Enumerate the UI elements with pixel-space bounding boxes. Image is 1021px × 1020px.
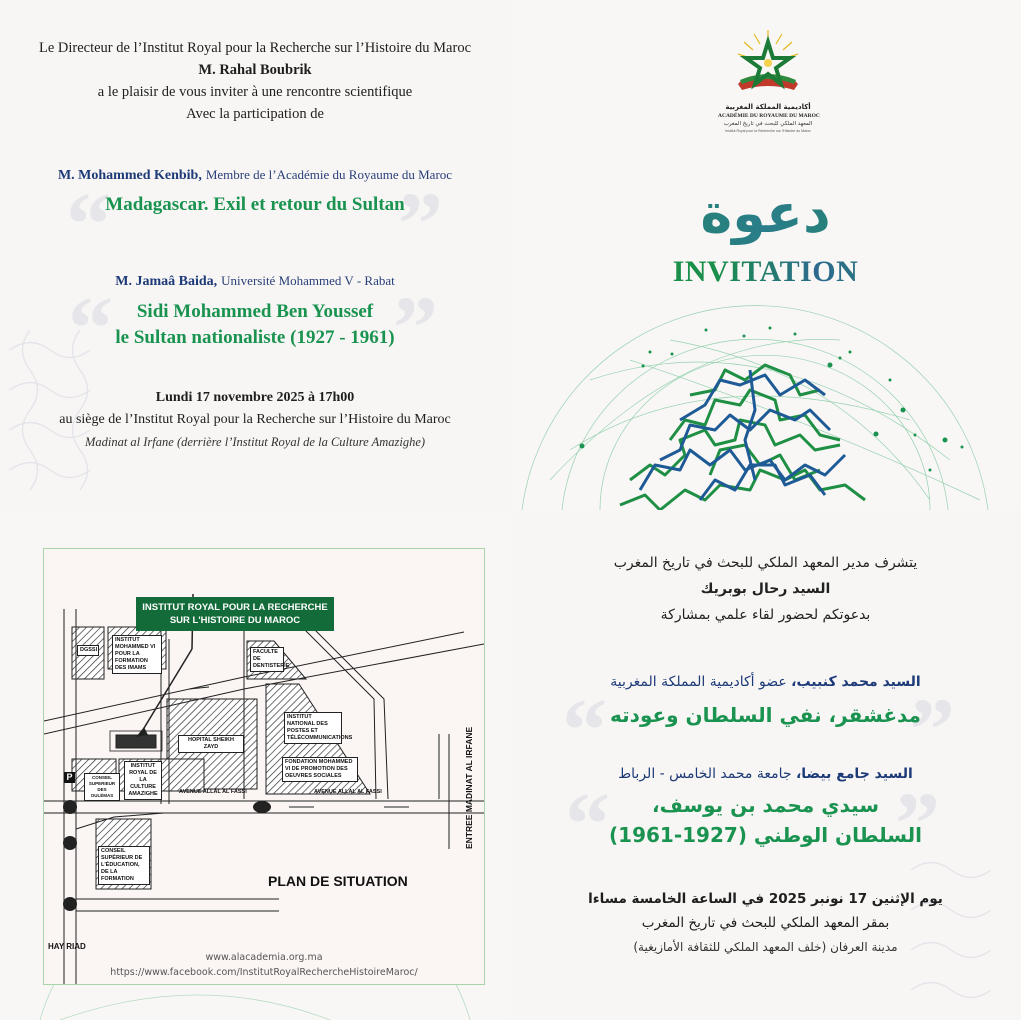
ar-intro-line: يتشرف مدير المعهد الملكي للبحث في تاريخ المغرب <box>613 555 918 571</box>
invite-line: a le plaisir de vous inviter à une rencontre scientifique <box>97 84 413 100</box>
map-label-hopital: HOPITAL SHEIKH ZAYD <box>178 735 244 753</box>
location-map[interactable] <box>43 548 485 985</box>
website-link[interactable]: www.alacademia.org.ma <box>205 952 323 963</box>
close-quote-icon: ” <box>393 279 438 378</box>
invitation-title: INVITATION <box>510 255 1021 289</box>
ar-speaker-2-affiliation: جامعة محمد الخامس - الرباط <box>618 766 792 782</box>
ar-talk-2-title-line-1: سيدي محمد بن يوسف، <box>651 793 879 817</box>
ar-invite-line: بدعوتكم لحضور لقاء علمي بمشاركة <box>660 607 871 623</box>
event-venue: au siège de l’Institut Royal pour la Recherche sur l’Histoire du Maroc <box>59 412 451 427</box>
speaker-2-affiliation: Université Mohammed V - Rabat <box>221 273 395 288</box>
participation-line: Avec la participation de <box>186 106 324 122</box>
intro-line: Le Directeur de l’Institut Royal pour la Recherche sur l’Histoire du Maroc <box>38 40 472 56</box>
event-venue-detail: Madinat al Irfane (derrière l’Institut Royal de la Culture Amazighe) <box>84 435 426 449</box>
logo-arabic-name: أكاديمية المملكة المغربية <box>725 103 811 111</box>
ar-director-name: السيد رحال بوبريك <box>700 581 831 597</box>
ar-speaker-2-name: السيد جامع بيضا، <box>795 766 913 782</box>
close-quote-icon: “ <box>565 775 610 874</box>
avenue-label-1: AVENUE ALLAL AL FASSI <box>179 789 247 795</box>
entree-label: ENTREE MADINAT AL IRFANE <box>464 726 474 849</box>
ar-event-date: يوم الإثنين 17 نونبر 2025 في الساعة الخامسة مساءا <box>588 891 943 907</box>
talk-2-title-line-1: Sidi Mohammed Ben Youssef <box>136 301 374 322</box>
logo-institute-arabic: المعهد الملكي للبحث في تاريخ المغرب <box>723 121 813 127</box>
cover-panel <box>510 0 1021 510</box>
map-label-fondation: FONDATION MOHAMMED VI DE PROMOTION DES OEUVRES SOCIALES <box>282 757 358 782</box>
open-quote-icon: ” <box>895 775 940 874</box>
ar-event-venue: بمقر المعهد الملكي للبحث في تاريخ المغرب <box>641 915 890 931</box>
logo-institute-french: Institut Royal pour la Recherche sur l’Histoire du Maroc <box>725 129 811 133</box>
open-quote-icon: ” <box>910 681 955 780</box>
hay-riad-label: HAY RIAD <box>48 942 86 951</box>
speaker-1-affiliation: Membre de l’Académie du Royaume du Maroc <box>205 167 453 182</box>
network-globe-icon <box>510 300 1021 510</box>
map-label-dentisterie: FACULTE DE DENTISTERIE <box>250 647 284 672</box>
talk-1-title: Madagascar. Exil et retour du Sultan <box>105 194 405 215</box>
open-quote-icon: “ <box>68 279 113 378</box>
ar-event-venue-detail: مدينة العرفان (خلف المعهد الملكي للثقافة الأمازيغية) <box>633 940 898 954</box>
parking-icon: P <box>64 772 75 783</box>
map-label-dgssi: DGSSI <box>77 645 99 656</box>
map-label-oulemas: CONSEIL SUPERIEUR DES OULÉMAS <box>84 773 120 801</box>
ar-speaker-1-name: السيد محمد كنبيب، <box>791 674 921 690</box>
arabic-invitation-panel <box>510 510 1021 1020</box>
arabic-invitation-title: دعوة <box>510 182 1021 245</box>
logo-french-name: ACADÉMIE DU ROYAUME DU MAROC <box>718 113 820 119</box>
close-quote-icon: ” <box>398 175 443 274</box>
close-quote-icon: “ <box>562 681 607 780</box>
facebook-link[interactable]: https://www.facebook.com/InstitutRoyalRechercheHistoireMaroc/ <box>110 967 418 978</box>
avenue-label-2: AVENUE ALLAL AL FASSI <box>314 789 382 795</box>
map-label-ircam: INSTITUT ROYAL DE LA CULTURE AMAZIGHE <box>124 761 162 800</box>
speaker-1-name: M. Mohammed Kenbib, <box>57 168 202 183</box>
event-date: Lundi 17 novembre 2025 à 17h00 <box>155 390 355 405</box>
ar-speaker-1-affiliation: عضو أكاديمية المملكة المغربية <box>610 674 787 690</box>
map-panel <box>0 510 510 1020</box>
academy-logo <box>718 28 818 148</box>
banner-line-2: SUR L'HISTOIRE DU MAROC <box>169 615 301 626</box>
open-quote-icon: “ <box>66 175 111 274</box>
map-label-inpt: INSTITUT NATIONAL DES POSTES ET TÉLÉCOMMUNICATIONS <box>284 712 342 744</box>
banner-line-1: INSTITUT ROYAL POUR LA RECHERCHE <box>142 602 328 613</box>
ar-talk-2-title-line-2: السلطان الوطني (1927-1961) <box>609 823 922 847</box>
map-label-imams: INSTITUT MOHAMMED VI POUR LA FORMATION DES IMAMS <box>112 635 162 674</box>
talk-2-title-line-2: le Sultan nationaliste (1927 - 1961) <box>115 327 395 348</box>
french-invitation-panel <box>0 0 510 510</box>
map-label-cse: CONSEIL SUPÉRIEUR DE L'ÉDUCATION, DE LA FORMATION <box>98 846 150 885</box>
director-name: M. Rahal Boubrik <box>198 62 312 78</box>
star-emblem-icon <box>728 28 808 98</box>
institute-map-banner <box>136 597 334 631</box>
speaker-2-name: M. Jamaâ Baida, <box>115 274 218 289</box>
plan-title: PLAN DE SITUATION <box>268 873 408 889</box>
ar-talk-1-title: مدغشقر، نفي السلطان وعودته <box>610 703 921 727</box>
